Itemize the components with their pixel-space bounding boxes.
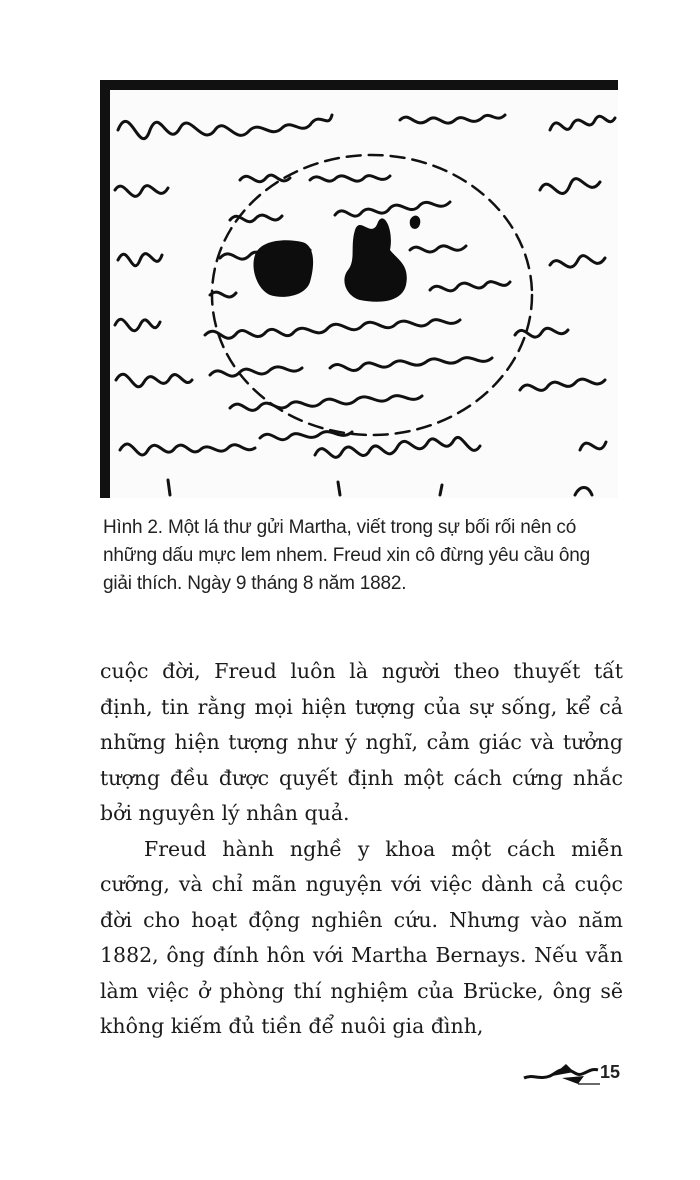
figure-caption: [103, 514, 623, 598]
body-text: [100, 654, 623, 1045]
page-number: 15: [600, 1062, 621, 1082]
paragraph-2: Freud hành nghề y khoa một cách miễn cưỡng, và chỉ mãn nguyện với việc dành cả cuộc đời cho hoạt động nghiên cứu. Nhưng vào năm 1882, ông đính hôn với Martha Bernays. Nếu vẫn làm việc ở phòng thí nghiệm của Brücke, ông sẽ không kiếm đủ tiền để nuôi gia đình,: [100, 836, 623, 1038]
page-folio: [522, 1060, 622, 1088]
caption-text: Một lá thư gửi Martha, viết trong sự bối rối nên có những dấu mực lem nhem. Freud xin cô đừng yêu cầu ông giải thích. Ngày 9 tháng 8 năm 1882.: [103, 517, 590, 594]
flying-bird-ornament-icon: [522, 1060, 602, 1088]
paragraph-1: cuộc đời, Freud luôn là người theo thuyết tất định, tin rằng mọi hiện tượng của sự sống, kể cả những hiện tượng như ý nghĩ, cảm giác và tưởng tượng đều được quyết định một cách cứng nhắc bởi nguyên lý nhân quả.: [100, 659, 623, 825]
caption-label: Hình 2.: [103, 517, 163, 538]
handwritten-letter-image: [110, 90, 618, 498]
handwritten-letter-figure: [100, 80, 618, 498]
